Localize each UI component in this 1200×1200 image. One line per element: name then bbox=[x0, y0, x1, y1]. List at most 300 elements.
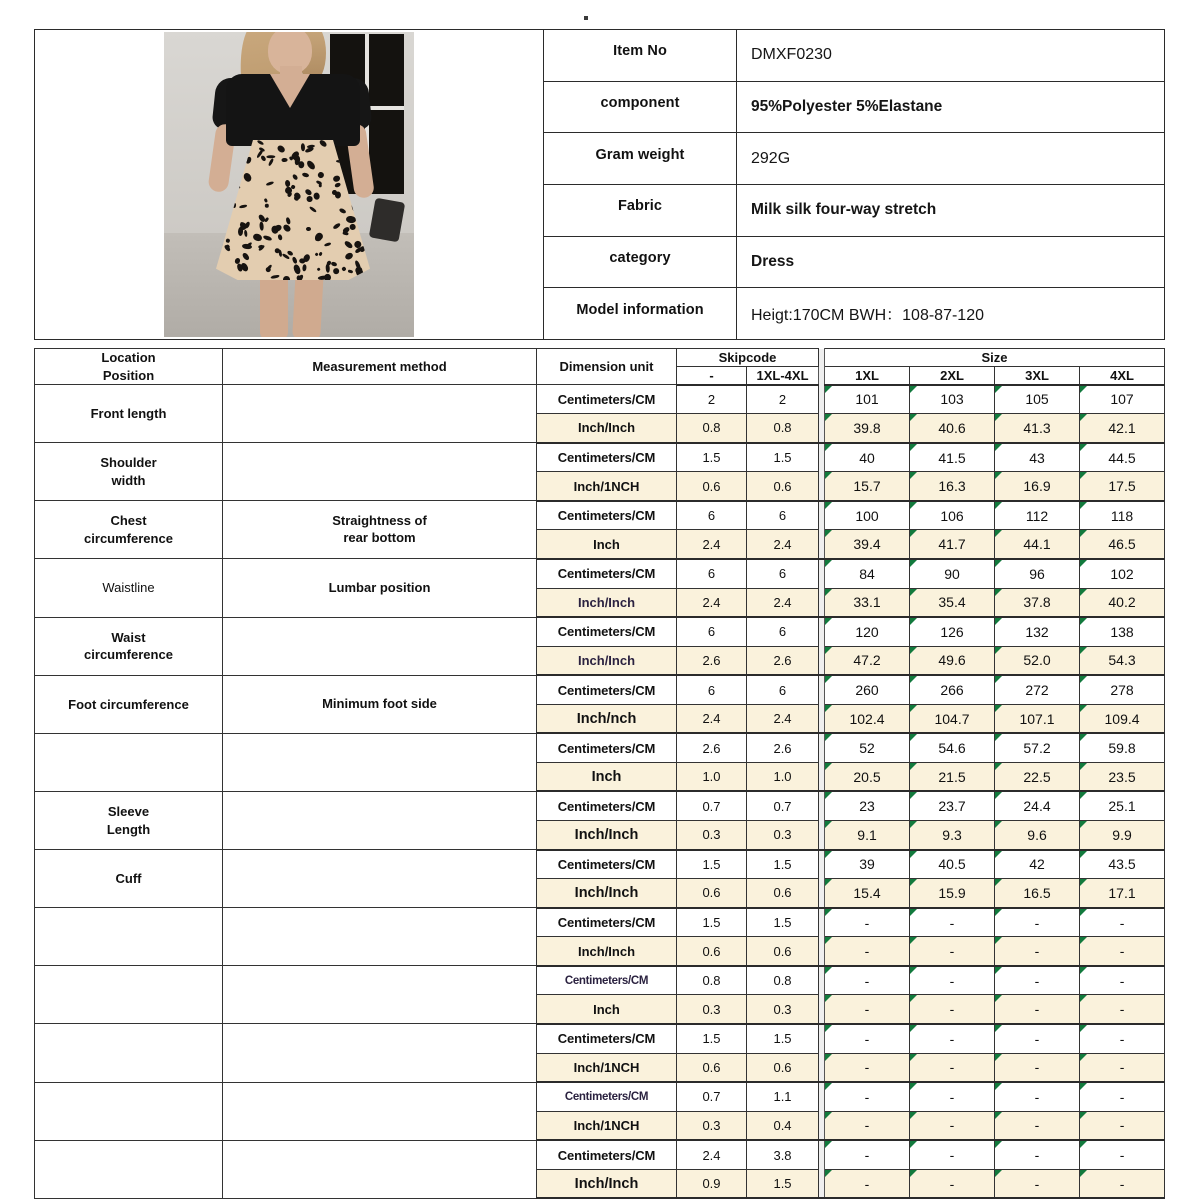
size-value-text: - bbox=[1119, 1001, 1125, 1018]
dimension-unit-cell: Centimeters/CM bbox=[537, 675, 677, 704]
size-value-cell bbox=[910, 704, 995, 733]
size-value-cell bbox=[825, 646, 910, 675]
size-value-text: 46.5 bbox=[1108, 536, 1136, 553]
size-value-cell bbox=[1080, 1111, 1165, 1140]
size-value-cell bbox=[825, 1169, 910, 1198]
skipcode-value-cell: 0.6 bbox=[747, 879, 819, 908]
size-value-cell bbox=[1080, 1140, 1165, 1169]
size-value-text: - bbox=[1119, 1030, 1125, 1047]
dimension-unit-cell: Inch bbox=[537, 762, 677, 791]
cell-error-flag-icon bbox=[1080, 444, 1087, 451]
cell-error-flag-icon bbox=[1080, 502, 1087, 509]
cell-error-flag-icon bbox=[910, 909, 917, 916]
location-position-cell bbox=[35, 1140, 223, 1198]
cell-error-flag-icon bbox=[995, 1141, 1002, 1148]
size-value-text: - bbox=[1034, 943, 1040, 960]
size-value-cell bbox=[910, 908, 995, 937]
cell-error-flag-icon bbox=[1080, 1025, 1087, 1032]
cell-error-flag-icon bbox=[995, 1112, 1002, 1119]
size-value-cell bbox=[825, 995, 910, 1024]
skipcode-value-cell: 0.6 bbox=[677, 879, 747, 908]
cell-error-flag-icon bbox=[995, 734, 1002, 741]
cell-error-flag-icon bbox=[995, 386, 1002, 393]
size-value-text: 39.4 bbox=[853, 536, 881, 553]
cell-error-flag-icon bbox=[910, 589, 917, 596]
measurement-method-cell bbox=[223, 1140, 537, 1198]
size-value-cell bbox=[1080, 675, 1165, 704]
cell-error-flag-icon bbox=[1080, 1170, 1087, 1177]
cell-error-flag-icon bbox=[995, 937, 1002, 944]
cell-error-flag-icon bbox=[995, 763, 1002, 770]
cell-error-flag-icon bbox=[825, 472, 832, 479]
size-value-cell bbox=[910, 472, 995, 501]
size-value-text: - bbox=[1119, 1059, 1125, 1076]
size-value-text: - bbox=[949, 972, 955, 989]
cell-error-flag-icon bbox=[995, 851, 1002, 858]
header-row-group bbox=[35, 349, 1165, 367]
cell-error-flag-icon bbox=[1080, 560, 1087, 567]
size-value-cell bbox=[1080, 879, 1165, 908]
skipcode-value-cell: 1.1 bbox=[747, 1082, 819, 1111]
location-line: width bbox=[111, 472, 146, 488]
skipcode-value-cell: 0.3 bbox=[747, 995, 819, 1024]
size-value-cell bbox=[995, 762, 1080, 791]
size-value-text: - bbox=[1119, 1147, 1125, 1163]
size-value-cell bbox=[1080, 1082, 1165, 1111]
size-value-text: - bbox=[1119, 914, 1125, 931]
skipcode-value-cell: 2.6 bbox=[747, 733, 819, 762]
size-value-cell bbox=[995, 588, 1080, 617]
size-value-cell bbox=[1080, 995, 1165, 1024]
cell-error-flag-icon bbox=[1080, 414, 1087, 421]
size-value-cell bbox=[1080, 791, 1165, 820]
size-value-cell bbox=[1080, 762, 1165, 791]
cell-error-flag-icon bbox=[910, 386, 917, 393]
skipcode-value-cell: 0.4 bbox=[747, 1111, 819, 1140]
size-value-cell bbox=[825, 704, 910, 733]
location-position-cell bbox=[35, 791, 223, 849]
size-value-cell bbox=[910, 588, 995, 617]
size-value-text: - bbox=[1034, 1117, 1040, 1134]
size-value-cell bbox=[1080, 908, 1165, 937]
size-value-cell bbox=[1080, 704, 1165, 733]
size-value-text: 9.1 bbox=[857, 826, 877, 843]
size-value-text: 9.3 bbox=[942, 826, 962, 843]
size-value-text: 52 bbox=[859, 740, 875, 757]
skipcode-value-cell: 2 bbox=[677, 385, 747, 414]
size-value-cell bbox=[1080, 588, 1165, 617]
size-value-text: 138 bbox=[1110, 623, 1134, 640]
size-value-text: 42 bbox=[1029, 856, 1045, 873]
size-value-cell bbox=[1080, 443, 1165, 472]
size-value-text: 54.3 bbox=[1108, 652, 1136, 669]
size-value-text: 102 bbox=[1110, 565, 1134, 582]
location-position-cell bbox=[35, 385, 223, 443]
cell-error-flag-icon bbox=[910, 502, 917, 509]
skipcode-value-cell: 0.6 bbox=[677, 937, 747, 966]
cell-error-flag-icon bbox=[995, 444, 1002, 451]
measurement-row bbox=[35, 850, 1165, 879]
size-value-text: 42.1 bbox=[1108, 419, 1136, 436]
size-value-cell bbox=[825, 937, 910, 966]
skipcode-value-cell: 0.8 bbox=[677, 414, 747, 443]
cell-error-flag-icon bbox=[825, 618, 832, 625]
cell-error-flag-icon bbox=[995, 530, 1002, 537]
size-value-text: 16.9 bbox=[1023, 478, 1051, 495]
skipcode-value-cell: 0.7 bbox=[677, 791, 747, 820]
size-value-text: 43.5 bbox=[1108, 856, 1136, 873]
cell-error-flag-icon bbox=[825, 995, 832, 1002]
cell-error-flag-icon bbox=[910, 879, 917, 886]
skipcode-value-cell: 0.8 bbox=[747, 966, 819, 995]
size-value-text: - bbox=[1034, 1175, 1040, 1192]
size-value-cell bbox=[910, 675, 995, 704]
size-value-cell bbox=[825, 1024, 910, 1053]
cell-error-flag-icon bbox=[995, 618, 1002, 625]
location-line: Foot circumference bbox=[68, 696, 189, 712]
size-value-text: - bbox=[949, 914, 955, 931]
product-info-label: Model information bbox=[544, 288, 737, 340]
location-position-cell bbox=[35, 850, 223, 908]
header-size-col-3: 4XL bbox=[1080, 366, 1165, 384]
size-value-text: 107 bbox=[1110, 391, 1134, 408]
size-value-cell bbox=[995, 443, 1080, 472]
size-value-cell bbox=[910, 1140, 995, 1169]
size-value-cell bbox=[1080, 1169, 1165, 1198]
dimension-unit-cell: Inch/Inch bbox=[537, 588, 677, 617]
size-value-cell bbox=[825, 850, 910, 879]
cell-error-flag-icon bbox=[1080, 734, 1087, 741]
location-position-cell bbox=[35, 443, 223, 501]
size-value-text: 16.5 bbox=[1023, 884, 1051, 901]
size-value-cell bbox=[1080, 472, 1165, 501]
size-value-text: - bbox=[864, 1030, 870, 1047]
size-value-cell bbox=[1080, 559, 1165, 588]
measurement-method-cell bbox=[223, 966, 537, 1024]
size-value-cell bbox=[1080, 733, 1165, 762]
location-line: Waist bbox=[111, 629, 146, 645]
size-value-cell bbox=[995, 879, 1080, 908]
size-value-text: 260 bbox=[855, 682, 879, 698]
skipcode-value-cell: 6 bbox=[677, 675, 747, 704]
size-value-cell bbox=[825, 966, 910, 995]
size-value-cell bbox=[1080, 850, 1165, 879]
size-value-text: 15.9 bbox=[938, 884, 966, 901]
size-value-cell bbox=[995, 821, 1080, 850]
size-value-cell bbox=[995, 1082, 1080, 1111]
size-value-text: - bbox=[1119, 943, 1125, 960]
dimension-unit-cell: Centimeters/CM bbox=[537, 1024, 677, 1053]
size-value-text: - bbox=[949, 1030, 955, 1047]
size-value-text: 25.1 bbox=[1108, 798, 1136, 815]
size-value-cell bbox=[995, 995, 1080, 1024]
size-value-text: 40.6 bbox=[938, 419, 966, 436]
size-value-cell bbox=[825, 530, 910, 559]
header-size-col-2: 3XL bbox=[995, 366, 1080, 384]
product-info-label: component bbox=[544, 81, 737, 133]
size-value-cell bbox=[995, 1140, 1080, 1169]
cell-error-flag-icon bbox=[995, 995, 1002, 1002]
cell-error-flag-icon bbox=[825, 734, 832, 741]
size-value-text: - bbox=[1034, 1001, 1040, 1018]
skipcode-value-cell: 2.4 bbox=[747, 530, 819, 559]
cell-error-flag-icon bbox=[1080, 589, 1087, 596]
cell-error-flag-icon bbox=[825, 444, 832, 451]
size-value-cell bbox=[910, 821, 995, 850]
size-value-cell bbox=[1080, 646, 1165, 675]
size-value-cell bbox=[1080, 617, 1165, 646]
cell-error-flag-icon bbox=[910, 792, 917, 799]
product-info-value: 95%Polyester 5%Elastane bbox=[737, 81, 1165, 133]
size-value-cell bbox=[910, 762, 995, 791]
size-value-text: - bbox=[864, 943, 870, 960]
cell-error-flag-icon bbox=[910, 1170, 917, 1177]
measurement-row bbox=[35, 443, 1165, 472]
size-value-text: - bbox=[864, 1059, 870, 1076]
cell-error-flag-icon bbox=[825, 879, 832, 886]
size-value-text: - bbox=[949, 943, 955, 960]
size-value-text: 23.7 bbox=[938, 798, 966, 815]
header-location-position bbox=[35, 349, 223, 385]
size-value-cell bbox=[825, 472, 910, 501]
measurement-row bbox=[35, 617, 1165, 646]
cell-error-flag-icon bbox=[910, 1054, 917, 1061]
skipcode-value-cell: 0.6 bbox=[747, 937, 819, 966]
size-value-text: - bbox=[1034, 1030, 1040, 1047]
size-value-cell bbox=[910, 1053, 995, 1082]
measurement-row bbox=[35, 966, 1165, 995]
header-size-group: Size bbox=[825, 349, 1165, 367]
measurement-method-cell bbox=[223, 617, 537, 675]
measurement-row bbox=[35, 1024, 1165, 1053]
size-value-text: 17.5 bbox=[1108, 478, 1136, 495]
location-position-cell bbox=[35, 559, 223, 617]
skipcode-value-cell: 1.5 bbox=[747, 1169, 819, 1198]
size-value-cell bbox=[825, 588, 910, 617]
cell-error-flag-icon bbox=[825, 1083, 832, 1090]
location-line: Waistline bbox=[102, 580, 155, 596]
product-info-label: Fabric bbox=[544, 184, 737, 236]
size-value-text: 107.1 bbox=[1019, 710, 1055, 727]
skipcode-value-cell: 1.5 bbox=[677, 443, 747, 472]
cell-error-flag-icon bbox=[1080, 676, 1087, 683]
product-info-value: 292G bbox=[737, 133, 1165, 185]
size-value-cell bbox=[910, 1111, 995, 1140]
location-position-cell bbox=[35, 1024, 223, 1082]
cell-error-flag-icon bbox=[1080, 763, 1087, 770]
size-value-cell bbox=[995, 675, 1080, 704]
cell-error-flag-icon bbox=[1080, 995, 1087, 1002]
size-value-text: 44.1 bbox=[1023, 536, 1051, 553]
cell-error-flag-icon bbox=[910, 444, 917, 451]
product-info-label: category bbox=[544, 236, 737, 288]
dimension-unit-cell: Inch/1NCH bbox=[537, 1111, 677, 1140]
cell-error-flag-icon bbox=[995, 1025, 1002, 1032]
measurement-method-cell bbox=[223, 1082, 537, 1140]
size-value-text: - bbox=[1119, 972, 1125, 989]
skipcode-value-cell: 1.5 bbox=[677, 1024, 747, 1053]
measurement-method-cell bbox=[223, 850, 537, 908]
skipcode-value-cell: 2.4 bbox=[747, 704, 819, 733]
size-value-text: 120 bbox=[855, 623, 879, 640]
method-line: Lumbar position bbox=[328, 579, 431, 595]
size-value-text: - bbox=[949, 1175, 955, 1192]
size-value-cell bbox=[825, 908, 910, 937]
size-value-cell bbox=[825, 1111, 910, 1140]
cell-error-flag-icon bbox=[1080, 705, 1087, 712]
size-value-text: - bbox=[949, 1117, 955, 1134]
measurement-table-body bbox=[35, 385, 1165, 1199]
size-value-cell bbox=[825, 1053, 910, 1082]
skipcode-value-cell: 1.5 bbox=[747, 850, 819, 879]
measurement-row bbox=[35, 385, 1165, 414]
dimension-unit-cell: Centimeters/CM bbox=[537, 966, 677, 995]
measurement-row bbox=[35, 733, 1165, 762]
skipcode-value-cell: 2.4 bbox=[677, 530, 747, 559]
cell-error-flag-icon bbox=[995, 647, 1002, 654]
size-value-text: 21.5 bbox=[938, 768, 966, 785]
skipcode-value-cell: 0.6 bbox=[677, 472, 747, 501]
skipcode-value-cell: 0.8 bbox=[747, 414, 819, 443]
product-info-value: DMXF0230 bbox=[737, 30, 1165, 82]
dimension-unit-cell: Centimeters/CM bbox=[537, 908, 677, 937]
cell-error-flag-icon bbox=[825, 1054, 832, 1061]
skipcode-value-cell: 0.3 bbox=[677, 821, 747, 850]
product-info-table bbox=[34, 29, 1165, 340]
location-position-cell bbox=[35, 966, 223, 1024]
size-value-text: - bbox=[1034, 972, 1040, 989]
dimension-unit-cell: Centimeters/CM bbox=[537, 385, 677, 414]
size-value-text: 47.2 bbox=[853, 652, 881, 669]
size-value-cell bbox=[995, 414, 1080, 443]
size-value-text: - bbox=[949, 1001, 955, 1018]
cell-error-flag-icon bbox=[995, 1170, 1002, 1177]
size-value-cell bbox=[910, 995, 995, 1024]
size-value-cell bbox=[825, 791, 910, 820]
size-value-cell bbox=[995, 1053, 1080, 1082]
measurement-row bbox=[35, 559, 1165, 588]
dimension-unit-cell: Centimeters/CM bbox=[537, 791, 677, 820]
size-value-cell bbox=[825, 762, 910, 791]
cell-error-flag-icon bbox=[825, 1112, 832, 1119]
skipcode-value-cell: 1.5 bbox=[747, 1024, 819, 1053]
size-value-cell bbox=[825, 443, 910, 472]
dimension-unit-cell: Centimeters/CM bbox=[537, 1082, 677, 1111]
size-value-cell bbox=[995, 530, 1080, 559]
size-value-cell bbox=[995, 646, 1080, 675]
size-value-text: - bbox=[1034, 914, 1040, 931]
skipcode-value-cell: 1.0 bbox=[747, 762, 819, 791]
size-value-text: - bbox=[949, 1088, 955, 1105]
dimension-unit-cell: Inch/1NCH bbox=[537, 1053, 677, 1082]
size-value-cell bbox=[995, 385, 1080, 414]
cell-error-flag-icon bbox=[825, 792, 832, 799]
product-info-row bbox=[35, 30, 1165, 82]
dimension-unit-cell: Inch/Inch bbox=[537, 1169, 677, 1198]
cell-error-flag-icon bbox=[825, 589, 832, 596]
header-position-label: Position bbox=[102, 367, 155, 383]
size-value-text: 84 bbox=[859, 565, 875, 582]
size-value-cell bbox=[1080, 501, 1165, 530]
cell-error-flag-icon bbox=[825, 530, 832, 537]
cell-error-flag-icon bbox=[825, 647, 832, 654]
dimension-unit-cell: Inch/Inch bbox=[537, 646, 677, 675]
dimension-unit-cell: Centimeters/CM bbox=[537, 850, 677, 879]
size-value-text: 100 bbox=[855, 507, 879, 524]
size-value-cell bbox=[910, 733, 995, 762]
cell-error-flag-icon bbox=[910, 967, 917, 974]
cell-error-flag-icon bbox=[1080, 1054, 1087, 1061]
skipcode-value-cell: 1.5 bbox=[677, 908, 747, 937]
dimension-unit-cell: Centimeters/CM bbox=[537, 1140, 677, 1169]
measurement-method-cell bbox=[223, 559, 537, 617]
measurement-table-header bbox=[35, 349, 1165, 385]
skipcode-value-cell: 2.4 bbox=[677, 704, 747, 733]
cell-error-flag-icon bbox=[995, 705, 1002, 712]
cell-error-flag-icon bbox=[910, 734, 917, 741]
dimension-unit-cell: Centimeters/CM bbox=[537, 501, 677, 530]
product-image-cell bbox=[35, 30, 544, 340]
location-line: Cuff bbox=[115, 870, 142, 886]
size-value-text: 41.7 bbox=[938, 536, 966, 553]
cell-error-flag-icon bbox=[1080, 618, 1087, 625]
cell-error-flag-icon bbox=[910, 1025, 917, 1032]
dimension-unit-cell: Inch/Inch bbox=[537, 937, 677, 966]
skipcode-value-cell: 6 bbox=[677, 617, 747, 646]
cell-error-flag-icon bbox=[1080, 1141, 1087, 1148]
dimension-unit-cell: Inch bbox=[537, 530, 677, 559]
measurement-row bbox=[35, 791, 1165, 820]
location-position-cell bbox=[35, 501, 223, 559]
size-value-text: 40 bbox=[859, 449, 875, 466]
size-value-cell bbox=[910, 1082, 995, 1111]
size-value-text: 37.8 bbox=[1023, 594, 1051, 611]
cell-error-flag-icon bbox=[825, 560, 832, 567]
size-value-cell bbox=[825, 385, 910, 414]
size-value-text: 49.6 bbox=[938, 652, 966, 669]
skipcode-value-cell: 6 bbox=[747, 559, 819, 588]
skipcode-value-cell: 0.9 bbox=[677, 1169, 747, 1198]
stray-dot-artifact bbox=[584, 16, 588, 20]
size-value-text: 266 bbox=[940, 682, 964, 698]
cell-error-flag-icon bbox=[910, 618, 917, 625]
skipcode-value-cell: 3.8 bbox=[747, 1140, 819, 1169]
cell-error-flag-icon bbox=[825, 851, 832, 858]
size-value-text: 132 bbox=[1025, 623, 1049, 640]
size-value-cell bbox=[825, 733, 910, 762]
header-location-label: Location bbox=[101, 350, 156, 365]
skipcode-value-cell: 6 bbox=[677, 501, 747, 530]
size-value-text: 105 bbox=[1025, 391, 1049, 408]
size-value-text: 9.9 bbox=[1112, 826, 1132, 843]
size-value-text: 112 bbox=[1025, 507, 1049, 524]
size-value-cell bbox=[1080, 530, 1165, 559]
size-value-cell bbox=[825, 501, 910, 530]
cell-error-flag-icon bbox=[995, 821, 1002, 828]
measurement-method-cell bbox=[223, 908, 537, 966]
cell-error-flag-icon bbox=[1080, 792, 1087, 799]
location-position-cell bbox=[35, 1082, 223, 1140]
size-value-text: 17.1 bbox=[1108, 884, 1136, 901]
header-skipcode-col-1: 1XL-4XL bbox=[747, 366, 819, 384]
size-value-cell bbox=[995, 937, 1080, 966]
skipcode-value-cell: 2.6 bbox=[747, 646, 819, 675]
dimension-unit-cell: Centimeters/CM bbox=[537, 559, 677, 588]
cell-error-flag-icon bbox=[1080, 1112, 1087, 1119]
cell-error-flag-icon bbox=[825, 414, 832, 421]
skipcode-value-cell: 0.6 bbox=[677, 1053, 747, 1082]
cell-error-flag-icon bbox=[825, 676, 832, 683]
